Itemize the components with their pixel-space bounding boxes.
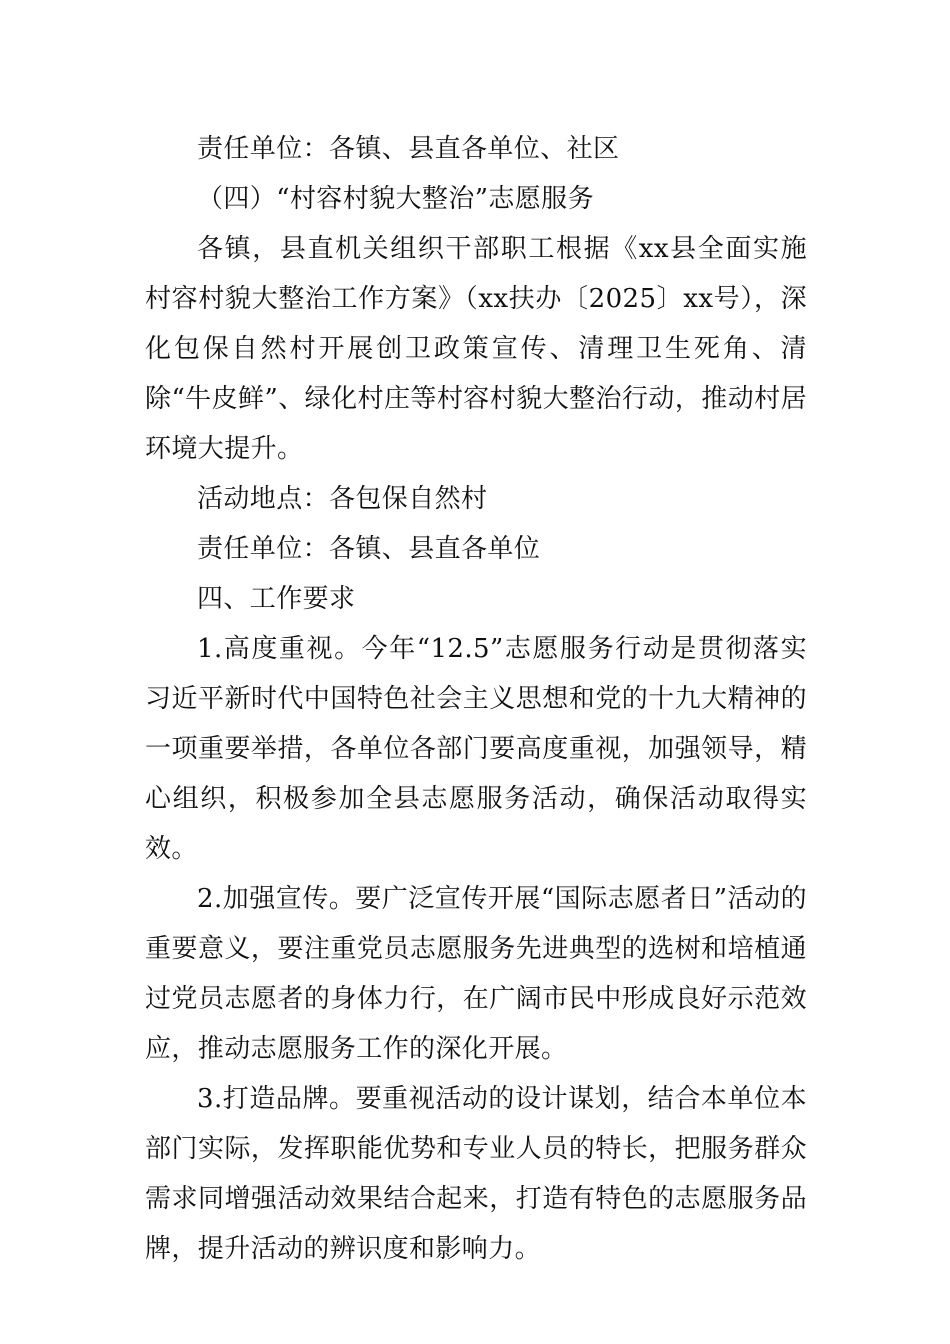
requirement-3: 3.打造品牌。要重视活动的设计谋划，结合本单位本部门实际，发挥职能优势和专业人员的特长，把服务群众需求同增强活动效果结合起来，打造有特色的志愿服务品牌，提升活动的辨识度和影响力。 [145,1084,807,1264]
section-heading-village-renovation: （四）“村容村貌大整治”志愿服务 [197,184,594,214]
activity-location-line: 活动地点：各包保自然村 [197,484,488,514]
responsible-unit-line-2: 责任单位：各镇、县直各单位 [197,534,541,564]
responsible-unit-line-1: 责任单位：各镇、县直各单位、社区 [197,134,620,164]
paragraph-village-renovation: 各镇，县直机关组织干部职工根据《xx县全面实施村容村貌大整治工作方案》（xx扶办〔2025〕xx号），深化包保自然村开展创卫政策宣传、清理卫生死角、清除“牛皮鲜”、绿化村庄等村容村貌大整治行动，推动村居环境大提升。 [145,234,807,464]
requirement-2: 2.加强宣传。要广泛宣传开展“国际志愿者日”活动的重要意义，要注重党员志愿服务先进典型的选树和培植通过党员志愿者的身体力行，在广阔市民中形成良好示范效应，推动志愿服务工作的深化开展。 [145,884,807,1064]
requirement-1: 1.高度重视。今年“12.5”志愿服务行动是贯彻落实习近平新时代中国特色社会主义思想和党的十九大精神的一项重要举措，各单位各部门要高度重视，加强领导，精心组织，积极参加全县志愿服务活动，确保活动取得实效。 [145,634,807,864]
document-body [145,124,807,1274]
section-heading-work-requirements: 四、工作要求 [197,584,356,614]
